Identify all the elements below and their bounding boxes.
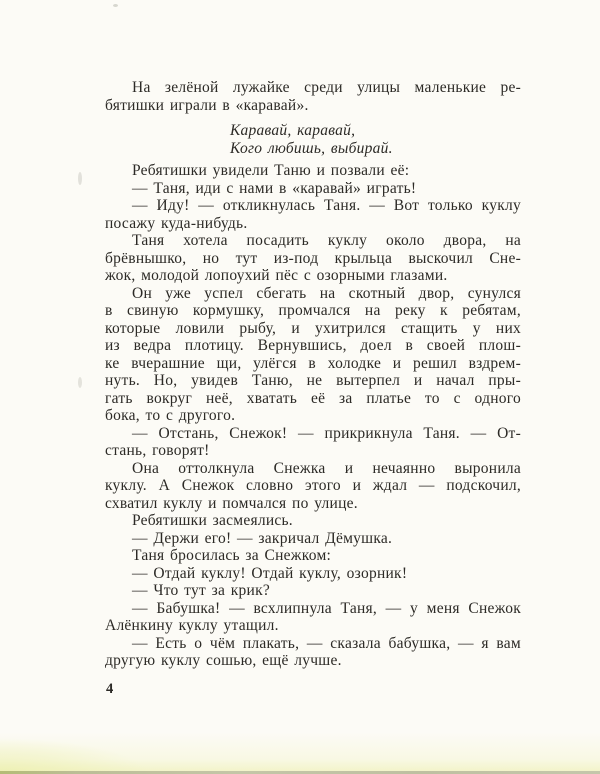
text-line: в свиную кормушку, промчался на реку к ребятам, — [105, 302, 521, 319]
paragraph — [105, 285, 521, 425]
text-line: — Таня, иди с нами в «каравай» играть! — [132, 179, 417, 197]
text-line: — Держи его! — закричал Дёмушка. — [132, 529, 393, 547]
text-line: другую куклу сошью, ещё лучше. — [105, 652, 342, 669]
text-line: Ребятишки увидели Таню и позвали её: — [132, 162, 410, 179]
text-line: Таня хотела посадить куклу около двора, на — [132, 232, 521, 249]
text-line: Ребятишки засмеялись. — [132, 512, 293, 529]
paragraph — [105, 79, 521, 114]
text-line: посажу куда-нибудь. — [105, 214, 248, 232]
text-line: брёвнышко, но тут из-под крыльца выскочил Сне- — [105, 249, 521, 267]
text-line: стань, говорят! — [105, 442, 210, 459]
text-line: из ведра плотицу. Вернувшись, доел в своей плош- — [105, 337, 521, 354]
text-line: Он уже успел сбегать на скотный двор, сунулся — [132, 284, 521, 302]
text-line: — Иду! — откликнулась Таня. — Вот только куклу — [132, 197, 521, 214]
paragraph — [105, 565, 521, 583]
scan-corner-glow — [0, 738, 150, 774]
paragraph — [105, 547, 521, 565]
text-line: На зелёной лужайке среди улицы маленькие ре- — [132, 79, 521, 96]
text-line: — Отстань, Снежок! — прикрикнула Таня. — От- — [132, 424, 521, 442]
text-line: — Что тут за крик? — [132, 582, 270, 599]
paragraph — [105, 197, 521, 232]
paragraph — [105, 460, 521, 513]
text-line: — Отдай куклу! Отдай куклу, озорник! — [132, 564, 408, 582]
text-block — [105, 79, 521, 670]
text-line: Алёнкину куклу утащил. — [105, 617, 279, 634]
scan-dust-speck — [78, 172, 82, 185]
paragraph — [105, 512, 521, 530]
text-line: жок, молодой лопоухий пёс с озорными глазами. — [105, 267, 448, 284]
text-line: — Бабушка! — всхлипнула Таня, — у меня Снежок — [132, 599, 521, 617]
paragraph — [105, 600, 521, 635]
text-line: ке вчерашние щи, улёгся в холодке и решил вздрем- — [105, 354, 521, 372]
scan-dust-speck — [78, 377, 82, 388]
paragraph — [105, 635, 521, 670]
text-line: бятишки играли в «каравай». — [105, 96, 309, 114]
text-line: нуть. Но, увидев Таню, не вытерпел и начал пры- — [105, 372, 521, 389]
paragraph — [105, 530, 521, 548]
scan-dust-speck — [113, 4, 118, 7]
paragraph — [105, 425, 521, 460]
text-line: Каравай, каравай, — [230, 122, 356, 139]
verse-paragraph — [230, 122, 521, 157]
text-line: бока, то с другого. — [105, 407, 236, 424]
page-number: 4 — [106, 681, 114, 697]
text-line: которые ловили рыбу, и ухитрился стащить у них — [105, 319, 521, 337]
text-line: Таня бросилась за Снежком: — [132, 547, 332, 564]
paragraph — [105, 232, 521, 285]
text-line: куклу. А Снежок словно этого и ждал — подскочил, — [105, 477, 521, 494]
text-line: Она оттолкнула Снежка и нечаянно выронила — [132, 459, 521, 477]
text-line: схватил куклу и помчался по улице. — [105, 494, 358, 512]
text-line: гать вокруг неё, хватать её за платье то с одного — [105, 389, 521, 407]
paragraph — [105, 180, 521, 198]
text-line: — Есть о чём плакать, — сказала бабушка, — я вам — [132, 634, 521, 652]
paragraph — [105, 162, 521, 180]
text-line: Кого любишь, выбирай. — [230, 139, 393, 157]
scan-bottom-edge-shadow — [0, 732, 600, 774]
paragraph — [105, 582, 521, 600]
